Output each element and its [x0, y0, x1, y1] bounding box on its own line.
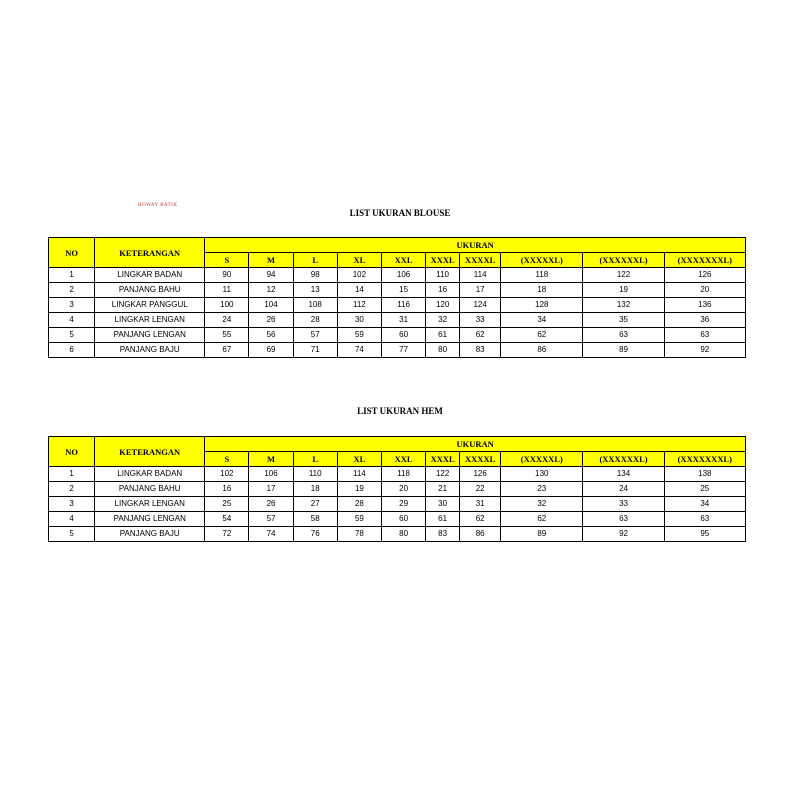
size-header-cell: M: [249, 452, 293, 467]
measurement-cell: 20: [664, 283, 745, 298]
row-number: 2: [49, 482, 95, 497]
measurement-cell: 55: [205, 328, 249, 343]
size-header-cell: XXL: [381, 452, 425, 467]
row-number: 4: [49, 512, 95, 527]
measurement-cell: 122: [583, 268, 664, 283]
size-header-cell: (XXXXXXL): [583, 452, 664, 467]
header-ukuran: UKURAN: [205, 437, 746, 452]
size-header-cell: L: [293, 253, 337, 268]
header-no: NO: [49, 238, 95, 268]
measurement-cell: 63: [583, 328, 664, 343]
size-header-cell: XL: [337, 253, 381, 268]
table-row: [49, 467, 746, 482]
table-row: [49, 283, 746, 298]
measurement-cell: 24: [583, 482, 664, 497]
row-number: 1: [49, 268, 95, 283]
measurement-cell: 118: [501, 268, 583, 283]
table-row: [49, 268, 746, 283]
measurement-cell: 74: [249, 527, 293, 542]
measurement-cell: 21: [426, 482, 460, 497]
measurement-cell: 126: [460, 467, 501, 482]
measurement-cell: 102: [337, 268, 381, 283]
measurement-cell: 104: [249, 298, 293, 313]
measurement-cell: 58: [293, 512, 337, 527]
row-number: 5: [49, 328, 95, 343]
row-number: 4: [49, 313, 95, 328]
measurement-cell: 90: [205, 268, 249, 283]
hem-size-table: [48, 436, 746, 542]
measurement-cell: 57: [249, 512, 293, 527]
measurement-cell: 26: [249, 497, 293, 512]
measurement-cell: 31: [381, 313, 425, 328]
measurement-cell: 19: [583, 283, 664, 298]
measurement-cell: 34: [664, 497, 745, 512]
measurement-cell: 61: [426, 512, 460, 527]
row-number: 1: [49, 467, 95, 482]
measurement-cell: 112: [337, 298, 381, 313]
row-label: PANJANG LENGAN: [95, 328, 205, 343]
brand-logo: HOWAY BATIK: [138, 203, 178, 208]
measurement-cell: 30: [337, 313, 381, 328]
measurement-cell: 32: [426, 313, 460, 328]
measurement-cell: 20: [381, 482, 425, 497]
measurement-cell: 86: [460, 527, 501, 542]
measurement-cell: 27: [293, 497, 337, 512]
measurement-cell: 57: [293, 328, 337, 343]
measurement-cell: 28: [337, 497, 381, 512]
size-header-cell: L: [293, 452, 337, 467]
measurement-cell: 61: [426, 328, 460, 343]
measurement-cell: 106: [381, 268, 425, 283]
measurement-cell: 33: [583, 497, 664, 512]
measurement-cell: 92: [583, 527, 664, 542]
measurement-cell: 18: [293, 482, 337, 497]
measurement-cell: 16: [426, 283, 460, 298]
measurement-cell: 136: [664, 298, 745, 313]
measurement-cell: 116: [381, 298, 425, 313]
measurement-cell: 114: [460, 268, 501, 283]
measurement-cell: 63: [664, 512, 745, 527]
measurement-cell: 63: [664, 328, 745, 343]
measurement-cell: 19: [337, 482, 381, 497]
measurement-cell: 33: [460, 313, 501, 328]
measurement-cell: 60: [381, 328, 425, 343]
measurement-cell: 36: [664, 313, 745, 328]
measurement-cell: 114: [337, 467, 381, 482]
table-row: [49, 482, 746, 497]
measurement-cell: 28: [293, 313, 337, 328]
measurement-cell: 126: [664, 268, 745, 283]
measurement-cell: 122: [426, 467, 460, 482]
size-header-cell: S: [205, 253, 249, 268]
row-label: PANJANG BAHU: [95, 283, 205, 298]
size-header-cell: XXXL: [426, 253, 460, 268]
measurement-cell: 26: [249, 313, 293, 328]
measurement-cell: 24: [205, 313, 249, 328]
blouse-size-table: [48, 237, 746, 358]
measurement-cell: 14: [337, 283, 381, 298]
row-number: 3: [49, 298, 95, 313]
row-label: PANJANG LENGAN: [95, 512, 205, 527]
header-ukuran: UKURAN: [205, 238, 746, 253]
measurement-cell: 138: [664, 467, 745, 482]
row-number: 2: [49, 283, 95, 298]
measurement-cell: 62: [460, 328, 501, 343]
size-header-cell: XXXL: [426, 452, 460, 467]
size-header-cell: (XXXXXL): [501, 253, 583, 268]
measurement-cell: 29: [381, 497, 425, 512]
measurement-cell: 62: [501, 328, 583, 343]
measurement-cell: 102: [205, 467, 249, 482]
size-header-cell: S: [205, 452, 249, 467]
row-label: PANJANG BAJU: [95, 527, 205, 542]
row-number: 6: [49, 343, 95, 358]
size-header-cell: (XXXXXXXL): [664, 253, 745, 268]
measurement-cell: 59: [337, 512, 381, 527]
size-header-cell: XXL: [381, 253, 425, 268]
measurement-cell: 32: [501, 497, 583, 512]
size-header-cell: (XXXXXXXL): [664, 452, 745, 467]
size-header-cell: XXXXL: [460, 452, 501, 467]
size-header-cell: (XXXXXL): [501, 452, 583, 467]
measurement-cell: 89: [583, 343, 664, 358]
table-row: [49, 328, 746, 343]
measurement-cell: 62: [501, 512, 583, 527]
measurement-cell: 132: [583, 298, 664, 313]
measurement-cell: 13: [293, 283, 337, 298]
measurement-cell: 59: [337, 328, 381, 343]
measurement-cell: 110: [426, 268, 460, 283]
measurement-cell: 31: [460, 497, 501, 512]
header-keterangan: KETERANGAN: [95, 437, 205, 467]
measurement-cell: 80: [426, 343, 460, 358]
measurement-cell: 25: [664, 482, 745, 497]
measurement-cell: 16: [205, 482, 249, 497]
table-row: [49, 512, 746, 527]
measurement-cell: 100: [205, 298, 249, 313]
measurement-cell: 11: [205, 283, 249, 298]
measurement-cell: 74: [337, 343, 381, 358]
size-header-cell: M: [249, 253, 293, 268]
measurement-cell: 35: [583, 313, 664, 328]
measurement-cell: 120: [426, 298, 460, 313]
measurement-cell: 86: [501, 343, 583, 358]
measurement-cell: 92: [664, 343, 745, 358]
measurement-cell: 108: [293, 298, 337, 313]
measurement-cell: 22: [460, 482, 501, 497]
measurement-cell: 95: [664, 527, 745, 542]
table-row: [49, 313, 746, 328]
row-label: LINGKAR BADAN: [95, 467, 205, 482]
table-row: [49, 527, 746, 542]
measurement-cell: 17: [460, 283, 501, 298]
measurement-cell: 98: [293, 268, 337, 283]
measurement-cell: 78: [337, 527, 381, 542]
measurement-cell: 89: [501, 527, 583, 542]
measurement-cell: 54: [205, 512, 249, 527]
measurement-cell: 17: [249, 482, 293, 497]
table-row: [49, 497, 746, 512]
measurement-cell: 62: [460, 512, 501, 527]
measurement-cell: 83: [426, 527, 460, 542]
row-label: PANJANG BAJU: [95, 343, 205, 358]
measurement-cell: 34: [501, 313, 583, 328]
measurement-cell: 110: [293, 467, 337, 482]
measurement-cell: 76: [293, 527, 337, 542]
size-header-cell: (XXXXXXL): [583, 253, 664, 268]
measurement-cell: 60: [381, 512, 425, 527]
measurement-cell: 15: [381, 283, 425, 298]
measurement-cell: 56: [249, 328, 293, 343]
row-label: LINGKAR LENGAN: [95, 313, 205, 328]
hem-table-title: LIST UKURAN HEM: [357, 406, 443, 416]
measurement-cell: 134: [583, 467, 664, 482]
row-label: PANJANG BAHU: [95, 482, 205, 497]
measurement-cell: 118: [381, 467, 425, 482]
size-header-cell: XL: [337, 452, 381, 467]
row-label: LINGKAR PANGGUL: [95, 298, 205, 313]
row-number: 3: [49, 497, 95, 512]
measurement-cell: 23: [501, 482, 583, 497]
measurement-cell: 12: [249, 283, 293, 298]
measurement-cell: 83: [460, 343, 501, 358]
row-label: LINGKAR LENGAN: [95, 497, 205, 512]
measurement-cell: 128: [501, 298, 583, 313]
size-header-cell: XXXXL: [460, 253, 501, 268]
measurement-cell: 124: [460, 298, 501, 313]
row-label: LINGKAR BADAN: [95, 268, 205, 283]
table-row: [49, 298, 746, 313]
measurement-cell: 67: [205, 343, 249, 358]
measurement-cell: 77: [381, 343, 425, 358]
measurement-cell: 18: [501, 283, 583, 298]
measurement-cell: 30: [426, 497, 460, 512]
table-row: [49, 343, 746, 358]
header-no: NO: [49, 437, 95, 467]
measurement-cell: 106: [249, 467, 293, 482]
measurement-cell: 69: [249, 343, 293, 358]
measurement-cell: 72: [205, 527, 249, 542]
measurement-cell: 80: [381, 527, 425, 542]
measurement-cell: 71: [293, 343, 337, 358]
blouse-table-title: LIST UKURAN BLOUSE: [349, 208, 451, 218]
measurement-cell: 130: [501, 467, 583, 482]
measurement-cell: 94: [249, 268, 293, 283]
measurement-cell: 63: [583, 512, 664, 527]
row-number: 5: [49, 527, 95, 542]
measurement-cell: 25: [205, 497, 249, 512]
header-keterangan: KETERANGAN: [95, 238, 205, 268]
